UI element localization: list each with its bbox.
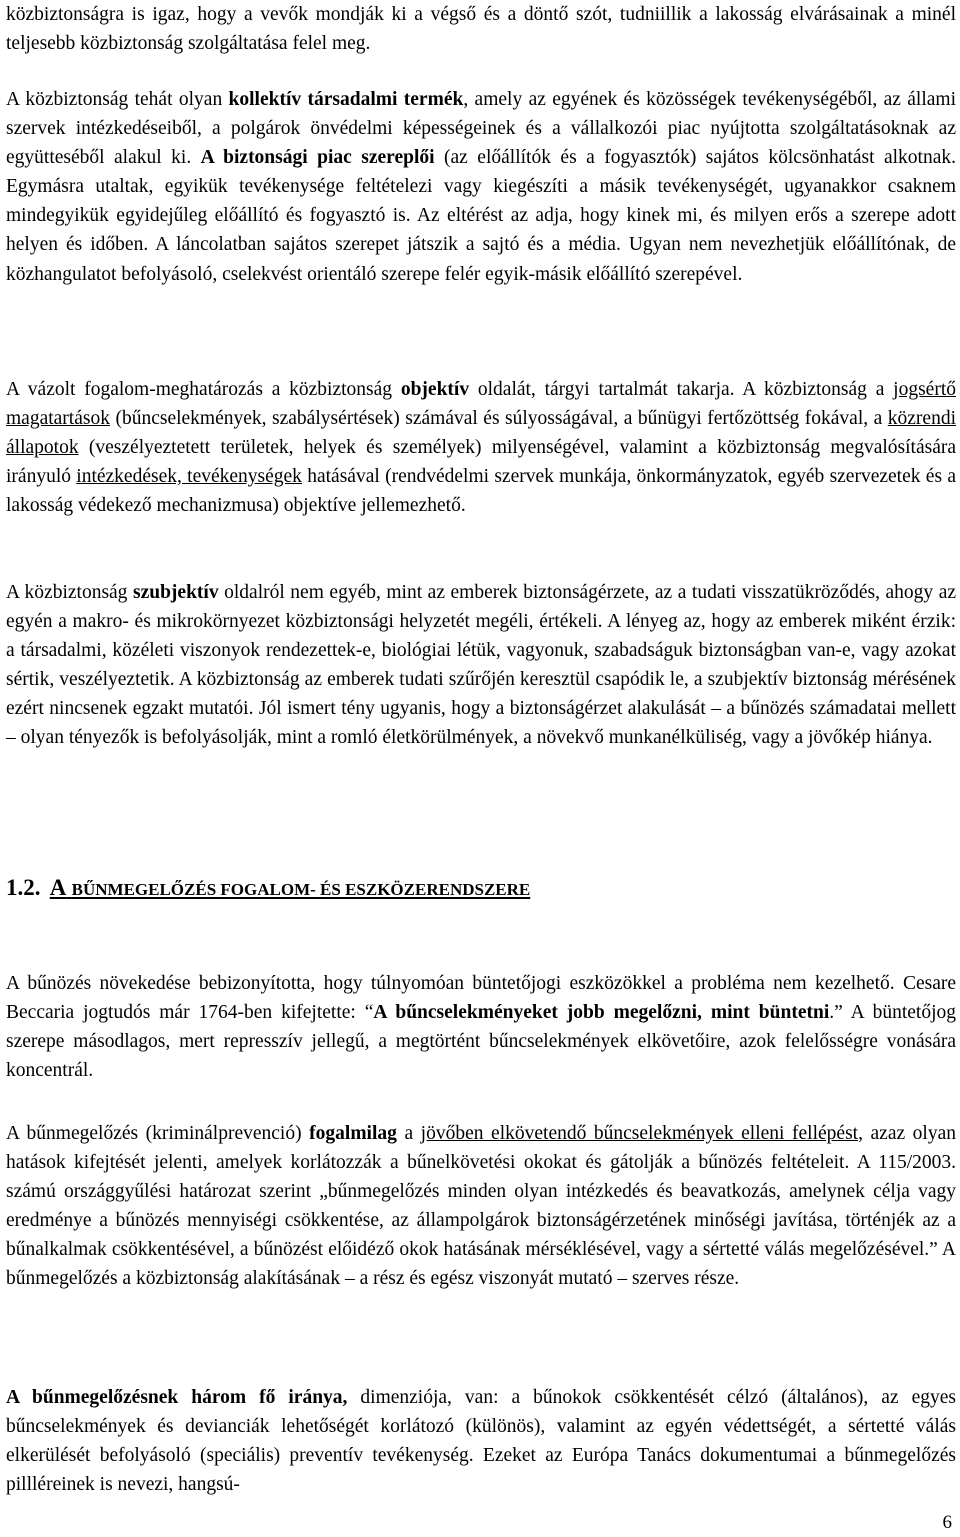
paragraph-intro-continuation	[6, 0, 956, 58]
paragraph-text: közbiztonságra is igaz, hogy a vevők mondják ki a végső és a döntő szót, tudniillik a lakosság elvárásainak a minél teljesebb közbiztonság szolgáltatása felel meg.	[6, 4, 956, 55]
section-heading	[6, 873, 530, 905]
paragraph-text: , azaz olyan hatások kifejtését jelenti, amelyek korlátozzák a bűnelkövetési okokat és gátolják a bűnözés feltételeit. A 115/2003. számú országgyűlési határozat szerint „bűnmegelőzés minden olyan intézkedés és beavatkozás, amelynek célja vagy eredménye a bűnözés mennyiségi csökkentése, az állampolgárok biztonságérzetének minőségi javítása, történjék az a bűnalkalmak csökkentésével, a bűnözést előidéző okok hatásának mérséklésével, vagy a sértetté válás megelőzésével.” A bűnmegelőzés a közbiztonság alakításának – a rész és egész viszonyát mutató – szerves része.	[6, 1123, 957, 1290]
bold-term-subjective: szubjektív	[132, 582, 219, 603]
bold-term-collective-product: kollektív társadalmi termék	[228, 89, 464, 110]
paragraph-collective-product	[6, 85, 956, 289]
paragraph-definition	[6, 1119, 956, 1294]
bold-term-conceptually: fogalmilag	[309, 1123, 397, 1144]
paragraph-text: (veszélyeztetett területek, helyek és személyek) milyenségével, valamint a közbiztonság megvalósítására irányuló	[6, 437, 956, 488]
section-title-rest: BŰNMEGELŐZÉS FOGALOM- ÉS ESZKÖZERENDSZERE	[71, 880, 531, 899]
section-title	[50, 876, 531, 900]
paragraph-beccaria	[6, 969, 956, 1085]
paragraph-three-directions	[6, 1383, 956, 1499]
paragraph-subjective-side	[6, 578, 956, 753]
bold-term-objective: objektív	[400, 379, 470, 400]
paragraph-text: oldalról nem egyéb, mint az emberek biztonságérzete, az a tudati visszatükröződés, ahogy az egyén a makro- és mikrokörnyezet közbiztonsági helyzetét megéli, értékeli. A lényeg az, hogy az emberek miként érzik: a társadalmi, közéleti viszonyok rendezettek-e, biológiai létük, vagyonuk, szabadságuk biztonságban van-e, vagy azokat sértik, veszélyeztetik. A közbiztonság az emberek tudati szűrőjén keresztül csapódik le, a szubjektív biztonság mérésének ezért nincsenek egzakt mutatói. Jól ismert tény ugyanis, hogy a biztonságérzet alakulását – a bűnözés számadatai mellett – olyan tényezők is befolyásolják, mint a romló életkörülmények, a növekvő munkanélküliség, vagy a jövőkép hiánya.	[6, 582, 956, 749]
underlined-term-future-crimes: jövőben elkövetendő bűncselekmények elleni fellépést	[420, 1123, 859, 1144]
section-number: 1.2.	[6, 875, 41, 900]
paragraph-text: dimenziója, van: a bűnokok csökkentését célzó (általános), az egyes bűncselekmények és devianciák lehetőségét korlátozó (különös), valamint az egyén védettségét, a sértetté válás elkerülését befolyásoló (speciális) preventív tevékenység. Ezeket az Európa Tanács dokumentumai a bűnmegelőzés pillléreinek is nevezi, hangsú-	[6, 1387, 957, 1496]
paragraph-text: A közbiztonság	[6, 582, 133, 603]
paragraph-text: , amely az egyének és közösségek tevékenységéből, az állami szervek intézkedéseiből, a polgárok önvédelmi képességeinek és a vállalkozói piac nyújtotta szolgáltatásoknak az együtteséből alakul ki.	[6, 89, 956, 169]
section-title-initial: A	[49, 875, 67, 900]
underlined-term-measures: intézkedések, tevékenységek	[76, 466, 302, 488]
paragraph-text: A bűnözés növekedése bebizonyította, hogy túlnyomóan büntetőjogi eszközökkel a probléma nem kezelhető. Cesare Beccaria jogtudós már 1764-ben kifejtette: “	[6, 973, 956, 1024]
paragraph-text: oldalát, tárgyi tartalmát takarja. A közbiztonság a	[469, 379, 894, 400]
paragraph-objective-side	[6, 375, 956, 520]
page-number: 6	[942, 1512, 952, 1533]
underlined-term-violations: jogsértő magatartások	[6, 379, 956, 430]
paragraph-text: (az előállítók és a fogyasztók) sajátos kölcsönhatást alkotnak. Egymásra utaltak, egyikük tevékenysége feltételezi vagy kiegészíti a másik tevékenységét, ugyanakkor csaknem mindegyikük egyidejűleg előállító és fogyasztó is. Az eltérést az adja, hogy kinek mi, és milyen erős a szerepe adott helyen és időben. A láncolatban sajátos szerepet játszik a sajtó és a média. Ugyan nem nevezhetjük előállítónak, de közhangulatot befolyásoló, cselekvést orientáló szerepe felér egyik-másik előállító szerepével.	[6, 147, 956, 285]
underlined-term-public-order: közrendi állapotok	[6, 408, 956, 459]
paragraph-text: A vázolt fogalom-meghatározás a közbiztonság	[6, 379, 401, 400]
paragraph-text: hatásával (rendvédelmi szervek munkája, önkormányzatok, egyéb szervezetek és a lakosság védekező mechanizmusa) objektíve jellemezhető.	[6, 466, 956, 517]
paragraph-text: a	[396, 1123, 421, 1144]
bold-term-market-participants: A biztonsági piac szereplői	[200, 147, 435, 169]
bold-term-three-directions: A bűnmegelőzésnek három fő iránya,	[6, 1387, 348, 1408]
paragraph-text: A bűnmegelőzés (kriminálprevenció)	[6, 1123, 310, 1144]
paragraph-text: .” A büntetőjog szerepe másodlagos, mert represszív jellegű, a megtörtént bűncselekmények elkövetőire, azok felelősségre vonására koncentrál.	[6, 1002, 956, 1082]
bold-quote-beccaria: A bűncselekményeket jobb megelőzni, mint büntetni	[373, 1002, 830, 1024]
paragraph-text: (bűncselekmények, szabálysértések) számával és súlyosságával, a bűnügyi fertőzöttség fokával, a	[109, 408, 888, 430]
paragraph-text: A közbiztonság tehát olyan	[6, 89, 229, 110]
